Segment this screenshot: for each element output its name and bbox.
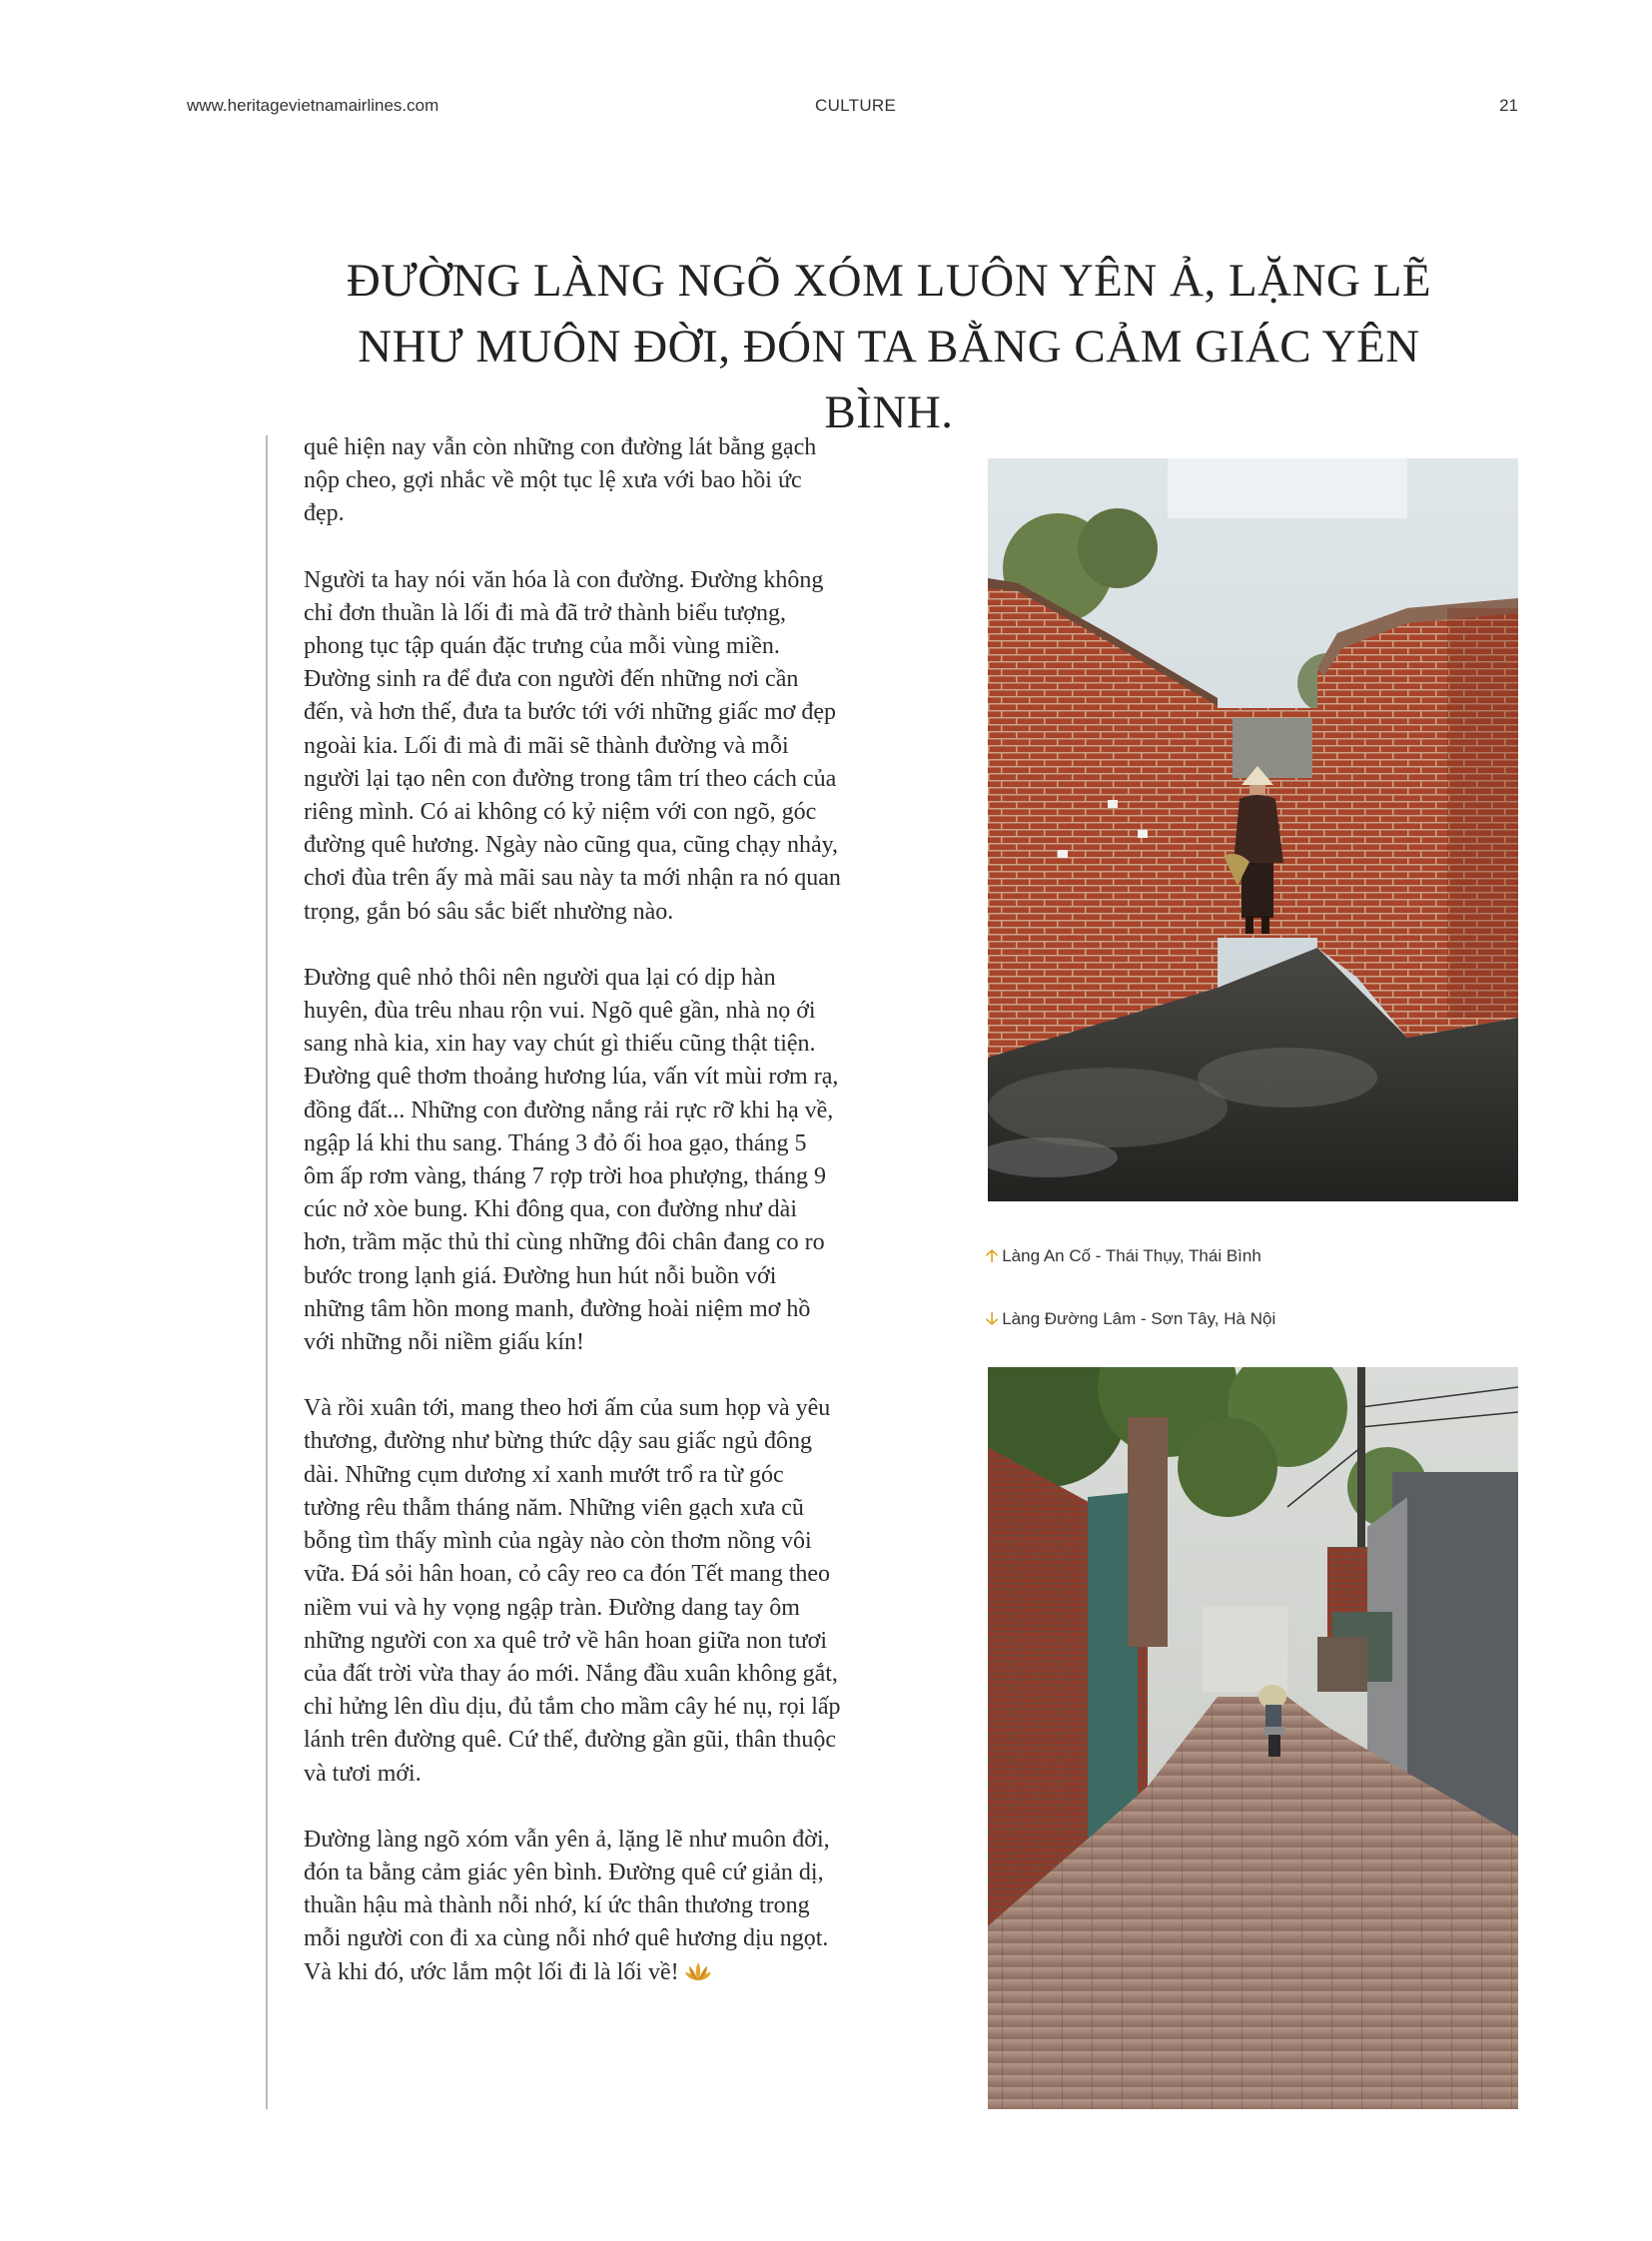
- paragraph-5-text: Đường làng ngõ xóm vẫn yên ả, lặng lẽ như muôn đời, đón ta bằng cảm giác yên bình. Đường quê cứ giản dị, thuần hậu mà thành nỗi nhớ, kí ức thân thương trong mỗi người con đi xa cùng nỗi nhớ quê hương dịu ngọt. Và khi đó, ước lắm một lối đi là lối về!: [304, 1826, 830, 1985]
- column-rule: [266, 435, 268, 2109]
- pull-quote-line-1: ĐƯỜNG LÀNG NGÕ XÓM LUÔN YÊN Ả, LẶNG LẼ: [346, 255, 1432, 307]
- arrow-down-icon: 🡣: [986, 1309, 999, 1328]
- photo-an-co-village: [988, 458, 1518, 1201]
- paragraph-5: [304, 1824, 843, 1989]
- caption-photo-2: [986, 1306, 1275, 1335]
- paragraph-2: Người ta hay nói văn hóa là con đường. Đường không chỉ đơn thuần là lối đi mà đã trở thành biểu tượng, phong tục tập quán đặc trưng của mỗi vùng miền. Đường sinh ra để đưa con người đến những nơi cần đến, và hơn thế, đưa ta bước tới với những giấc mơ đẹp ngoài kia. Lối đi mà đi mãi sẽ thành đường và mỗi người lại tạo nên con đường trong tâm trí theo cách của riêng mình. Có ai không có kỷ niệm với con ngõ, góc đường quê hương. Ngày nào cũng qua, cũng chạy nhảy, chơi đùa trên ấy mà mãi sau này ta mới nhận ra nó quan trọng, gắn bó sâu sắc biết nhường nào.: [304, 566, 841, 925]
- paragraph-1: quê hiện nay vẫn còn những con đường lát bằng gạch nộp cheo, gợi nhắc về một tục lệ xưa với bao hồi ức đẹp.: [304, 434, 817, 527]
- website-url: www.heritagevietnamairlines.com: [187, 96, 439, 115]
- caption-photo-2-text: Làng Đường Lâm - Sơn Tây, Hà Nội: [1002, 1309, 1276, 1328]
- paragraph-3: Đường quê nhỏ thôi nên người qua lại có dịp hàn huyên, đùa trêu nhau rộn vui. Ngõ quê gần, nhà nọ ới sang nhà kia, xin hay vay chút gì thiếu cũng thật tiện. Đường quê thơm thoảng hương lúa, vấn vít mùi rơm rạ, đồng đất... Những con đường nắng rải rực rỡ khi hạ về, ngập lá khi thu sang. Tháng 3 đỏ ối hoa gạo, tháng 5 ôm ấp rơm vàng, tháng 7 rợp trời hoa phượng, tháng 9 cúc nở xòe bung. Khi đông qua, con đường như dài hơn, trầm mặc thủ thỉ cùng những đôi chân đang co ro bước trong lạnh giá. Đường hun hút nỗi buồn với những tâm hồn mong manh, đường hoài niệm mơ hồ với những nỗi niềm giấu kín!: [304, 964, 839, 1356]
- page-number: 21: [1499, 96, 1518, 115]
- photo-village-lane-motorbike: [988, 1367, 1518, 2109]
- paragraph-4: Và rồi xuân tới, mang theo hơi ấm của sum họp và yêu thương, đường như bừng thức dậy sau giấc ngủ đông dài. Những cụm dương xỉ xanh mướt trổ ra từ góc tường rêu thẫm tháng năm. Những viên gạch xưa cũ bỗng tìm thấy mình của ngày nào còn thơm nồng vôi vữa. Đá sỏi hân hoan, cỏ cây reo ca đón Tết mang theo niềm vui và hy vọng ngập tràn. Đường dang tay ôm những người con xa quê trở về hân hoan giữa non tươi của đất trời vừa thay áo mới. Nắng đầu xuân không gắt, chỉ hửng lên dìu dịu, đủ tắm cho mầm cây hé nụ, rọi lấp lánh trên đường quê. Cứ thế, đường gần gũi, thân thuộc và tươi mới.: [304, 1395, 841, 1787]
- photo-duong-lam-village: [988, 1367, 1518, 2109]
- caption-photo-1-text: Làng An Cố - Thái Thụy, Thái Bình: [1002, 1246, 1261, 1265]
- section-label: CULTURE: [815, 96, 897, 115]
- lotus-icon: [683, 1960, 713, 1982]
- photo-brick-alley-woman: [988, 458, 1518, 1201]
- caption-photo-1: [986, 1243, 1261, 1272]
- arrow-up-icon: 🡡: [986, 1246, 999, 1265]
- article-body: [304, 431, 843, 1989]
- pull-quote-line-2: NHƯ MUÔN ĐỜI, ĐÓN TA BẰNG CẢM GIÁC YÊN BÌNH.: [358, 321, 1420, 438]
- page-header: [0, 96, 1652, 120]
- pull-quote: [300, 248, 1478, 445]
